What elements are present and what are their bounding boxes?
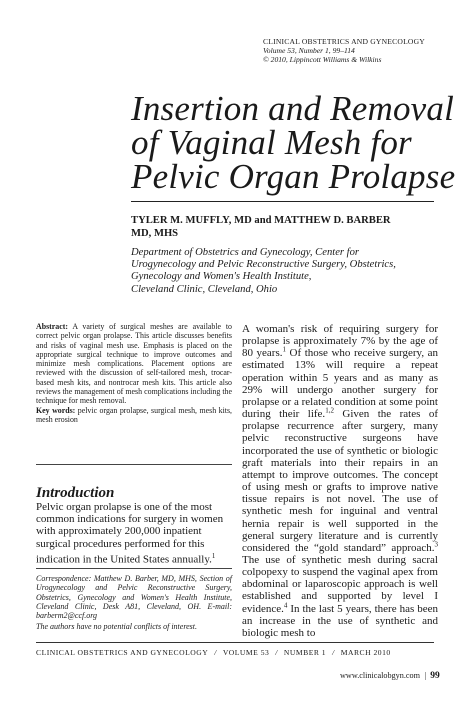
author-list <box>131 215 431 240</box>
article-title <box>131 89 471 196</box>
journal-name: CLINICAL OBSTETRICS AND GYNECOLOGY <box>263 37 425 46</box>
footer-divider <box>36 642 434 643</box>
citation: 4 <box>283 600 288 609</box>
affiliation-line: Cleveland Clinic, Cleveland, Ohio <box>131 283 278 295</box>
footer-volume: VOLUME 53 <box>222 648 270 657</box>
title-line: of Vaginal Mesh for <box>131 123 412 162</box>
abstract-paragraph <box>36 322 232 406</box>
author-line: MD, MHS <box>131 227 179 239</box>
footer-journal: CLINICAL OBSTETRICS AND GYNECOLOGY <box>36 648 209 657</box>
keywords-label: Key words: <box>36 405 76 415</box>
citation: 3 <box>434 540 438 549</box>
footer-url-page: www.clinicalobgyn.com | 99 <box>340 671 440 681</box>
abstract <box>36 322 232 424</box>
body-text: In the last 5 years, there has been an increase in the use of synthetic and biologic mesh to <box>242 602 438 639</box>
abstract-label: Abstract: <box>36 322 68 331</box>
body-text: A woman's risk of requiring surgery for prolapse is approximately 7% by the age of 80 years. <box>242 323 438 360</box>
section-heading: Introduction <box>36 485 115 501</box>
title-divider <box>131 201 434 202</box>
footer-date: MARCH 2010 <box>340 648 391 657</box>
journal-copyright: © 2010, Lippincott Williams & Wilkins <box>263 55 382 64</box>
journal-volume: Volume 53, Number 1, 99–114 <box>263 46 355 55</box>
body-text: Of those who receive surgery, an estimated 13% will require a repeat operation within 5 years and as many as 29% will undergo another surgery for prolapse or a related condition at some point during their life. <box>242 347 438 421</box>
correspondence: Correspondence: Matthew D. Barber, MD, MHS, Section of Urogynecology and Pelvic Reconstructive Surgery, Obstetrics, Gynecology and Women's Health Institute, Cleveland Clinic, Desk A81, Cleveland, OH. E-mail: barberm2@ccf.org <box>36 574 232 621</box>
abstract-text: A variety of surgical meshes are available to correct pelvic organ prolapse. This article discusses benefits and risks of vaginal mesh use. Emphasis is placed on the appropriate surgical technique to improve outcomes and minimize mesh complications. Placement options are reviewed with the discussion of self-tailored mesh, trocar-based mesh kits, and nontrocar mesh kits. This article also reviews the management of mesh complications including the technique for mesh removal. <box>36 322 232 406</box>
body-text: Given the rates of prolapse recurrence after surgery, many pelvic reconstructive surgeons have incorporated the use of synthetic or biologic graft materials into their repairs in an attempt to improve outcomes. The concept of using mesh or grafts to improve native tissue repairs is not novel. The use of synthetic mesh for inguinal and ventral hernia repair is well supported in the general surgery literature and is currently considered the “gold standard” approach. <box>242 408 438 554</box>
intro-paragraph <box>36 501 232 566</box>
footer-citation: CLINICAL OBSTETRICS AND GYNECOLOGY / VOLUME 53 / NUMBER 1 / MARCH 2010 <box>36 648 391 657</box>
title-line: Insertion and Removal <box>131 89 455 128</box>
citation: 1 <box>282 345 287 354</box>
citation: 1,2 <box>325 406 334 415</box>
title-line: Pelvic Organ Prolapse <box>131 157 456 196</box>
abstract-divider <box>36 464 232 465</box>
affiliation-line: Urogynecology and Pelvic Reconstructive Surgery, Obstetrics, <box>131 259 396 271</box>
conflict-statement: The authors have no potential conflicts of interest. <box>36 622 198 631</box>
citation: 1 <box>211 551 216 560</box>
keywords-text: pelvic organ prolapse, surgical mesh, mesh kits, mesh erosion <box>36 405 232 424</box>
page-number: 99 <box>430 671 440 681</box>
affiliation <box>131 247 431 296</box>
footer-number: NUMBER 1 <box>283 648 327 657</box>
keywords <box>36 406 232 425</box>
journal-header <box>263 37 468 64</box>
body-text: The use of synthetic mesh during sacral colpopexy to suspend the vaginal apex from abdominal or laparoscopic approach is well established and supported by level I evidence. <box>242 553 438 615</box>
journal-url[interactable]: www.clinicalobgyn.com <box>340 671 420 680</box>
affiliation-line: Gynecology and Women's Health Institute, <box>131 271 312 283</box>
author-line: TYLER M. MUFFLY, MD and MATTHEW D. BARBER <box>131 215 391 226</box>
intro-text: Pelvic organ prolapse is one of the most common indications for surgery in women with approximately 200,000 inpatient surgical procedures performed for this indication in the United States annually. <box>36 501 224 566</box>
affiliation-line: Department of Obstetrics and Gynecology, Center for <box>131 247 360 258</box>
correspondence-divider <box>36 568 232 569</box>
body-column <box>242 323 438 639</box>
